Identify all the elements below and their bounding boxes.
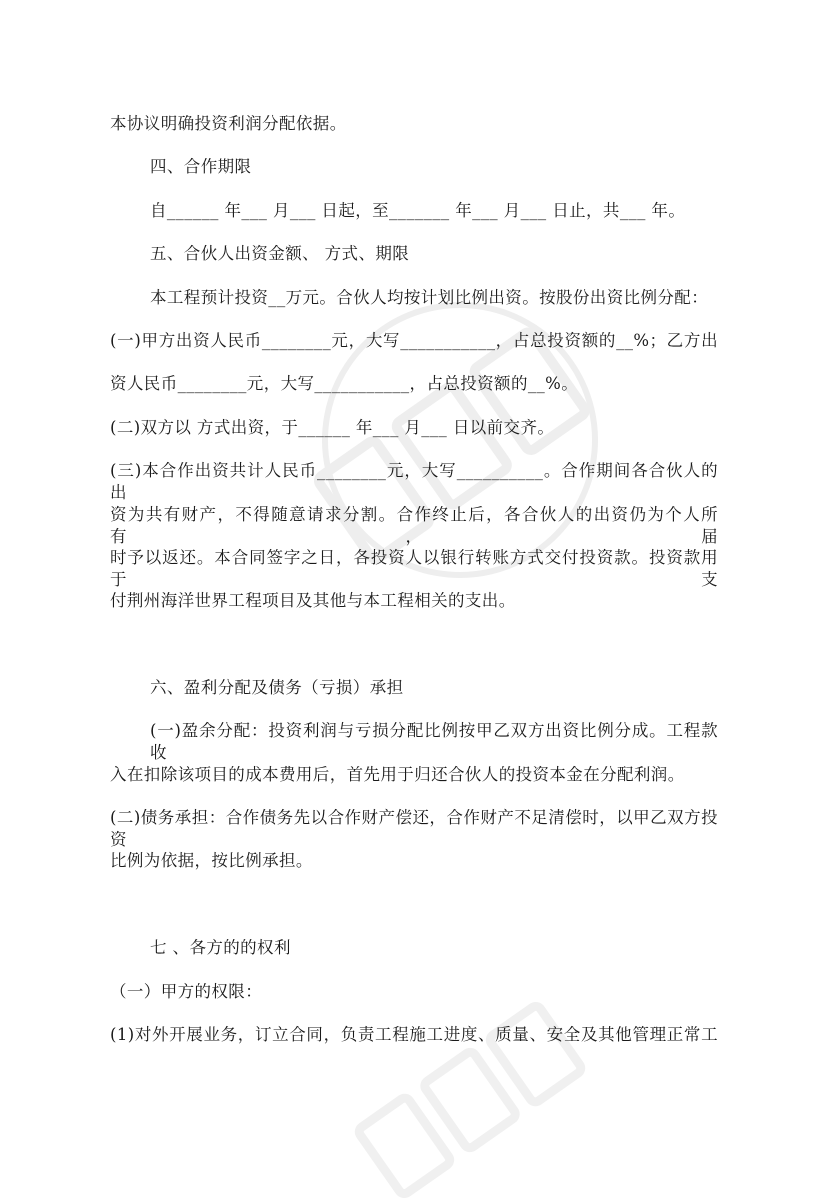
paragraph-line: (1)对外开展业务，订立合同，负责工程施工进度、质量、安全及其他管理正常工 xyxy=(110,1025,718,1044)
paragraph-line: 付荆州海洋世界工程项目及其他与本工程相关的支出。 xyxy=(110,591,516,610)
subsection-heading-party-a: （一）甲方的权限： xyxy=(110,982,263,1001)
paragraph-line: 时予以返还。本合同签字之日，各投资人以银行转账方式交付投资款。投资款用于支 xyxy=(110,548,718,589)
paragraph-line: 本工程预计投资__万元。合伙人均按计划比例出资。按股份出资比例分配： xyxy=(150,288,709,307)
paragraph-line: 资人民币________元，大写___________，占总投资额的__%。 xyxy=(110,374,579,393)
paragraph-line: 自______ 年___ 月___ 日起，至_______ 年___ 月___ 日止，共___ 年。 xyxy=(150,201,686,220)
section-heading-rights: 七 、各方的的权利 xyxy=(150,938,291,957)
section-heading-capital: 五、合伙人出资金额、 方式、期限 xyxy=(150,244,410,263)
paragraph-line: 比例为依据，按比例承担。 xyxy=(110,851,313,870)
section-heading-profit: 六、盈利分配及债务（亏损）承担 xyxy=(150,678,404,697)
paragraph-line: (二)双方以 方式出资，于______ 年___ 月___ 日以前交齐。 xyxy=(110,418,555,437)
paragraph-line: 资为共有财产，不得随意请求分割。合作终止后，各合伙人的出资仍为个人所有，届 xyxy=(110,505,718,546)
section-heading-term: 四、合作期限 xyxy=(150,157,252,176)
paragraph-line: (一)盈余分配：投资利润与亏损分配比例按甲乙双方出资比例分成。工程款收 xyxy=(150,721,718,762)
paragraph-line: (三)本合作出资共计人民币________元，大写__________。合作期间各合伙人的出 xyxy=(110,461,718,502)
paragraph-line: (一)甲方出资人民币________元，大写___________，占总投资额的__%；乙方出 xyxy=(110,331,718,350)
paragraph-line: 入在扣除该项目的成本费用后，首先用于归还合伙人的投资本金在分配利润。 xyxy=(110,765,685,784)
paragraph-line: (二)债务承担：合作债务先以合作财产偿还，合作财产不足清偿时，以甲乙双方投资 xyxy=(110,808,718,849)
paragraph-line: 本协议明确投资利润分配依据。 xyxy=(110,114,347,133)
